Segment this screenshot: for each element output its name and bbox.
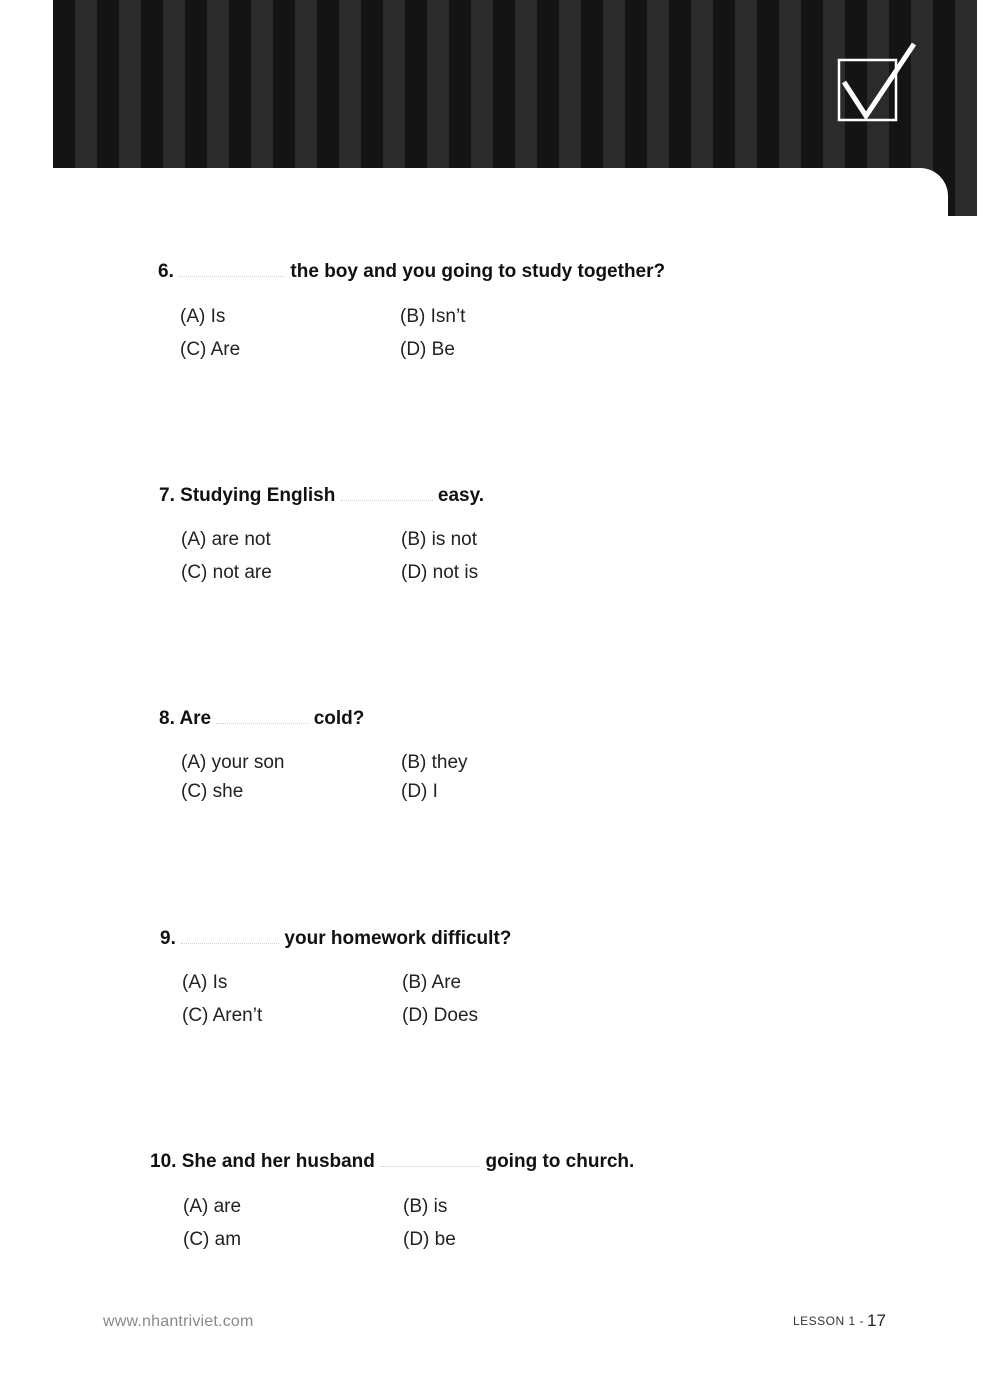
question-6 [158, 261, 665, 283]
question-stem-after: cold? [313, 708, 365, 729]
question-number: 7. [159, 485, 175, 506]
question-number: 9. [160, 928, 176, 949]
option-c[interactable]: (C) Are [180, 339, 241, 360]
option-b[interactable]: (B) is [403, 1196, 448, 1217]
option-d[interactable]: (D) Be [400, 339, 455, 360]
question-8 [159, 708, 364, 730]
banner-corner [53, 168, 948, 228]
option-a[interactable]: (A) are not [181, 529, 271, 550]
answer-blank [181, 941, 279, 944]
option-b[interactable]: (B) Isn’t [400, 306, 466, 327]
question-number: 10. [150, 1151, 177, 1172]
footer-website: www.nhantriviet.com [103, 1313, 254, 1330]
lesson-label: LESSON 1 [793, 1314, 856, 1328]
option-a[interactable]: (A) your son [181, 752, 285, 773]
question-9 [160, 928, 511, 950]
question-stem: the boy and you going to study together? [290, 261, 666, 282]
question-stem-after: easy. [437, 485, 485, 506]
option-d[interactable]: (D) Does [402, 1005, 479, 1026]
option-d[interactable]: (D) be [403, 1229, 456, 1250]
page-number: 17 [867, 1311, 886, 1330]
option-d[interactable]: (D) not is [401, 562, 479, 583]
answer-blank [179, 274, 285, 277]
option-c[interactable]: (C) am [183, 1229, 242, 1250]
answer-blank [341, 498, 433, 501]
option-c[interactable]: (C) not are [181, 562, 272, 583]
answer-blank [380, 1164, 480, 1167]
option-c[interactable]: (C) Aren’t [182, 1005, 263, 1026]
question-stem-before: Studying English [180, 485, 336, 506]
footer-separator: - [859, 1314, 865, 1328]
question-stem-before: Are [179, 708, 212, 729]
question-7 [159, 485, 484, 507]
question-number: 6. [158, 261, 174, 282]
option-a[interactable]: (A) are [183, 1196, 242, 1217]
option-a[interactable]: (A) Is [180, 306, 226, 327]
option-d[interactable]: (D) I [401, 781, 438, 802]
option-b[interactable]: (B) is not [401, 529, 478, 550]
question-stem: your homework difficult? [284, 928, 512, 949]
footer-lesson [793, 1314, 864, 1328]
option-b[interactable]: (B) they [401, 752, 468, 773]
answer-blank [216, 721, 308, 724]
option-a[interactable]: (A) Is [182, 972, 228, 993]
question-stem-after: going to church. [485, 1151, 635, 1172]
question-stem-before: She and her husband [181, 1151, 375, 1172]
checkmark-icon [836, 40, 918, 124]
option-c[interactable]: (C) she [181, 781, 244, 802]
question-10 [150, 1151, 634, 1173]
question-number: 8. [159, 708, 175, 729]
option-b[interactable]: (B) Are [402, 972, 462, 993]
